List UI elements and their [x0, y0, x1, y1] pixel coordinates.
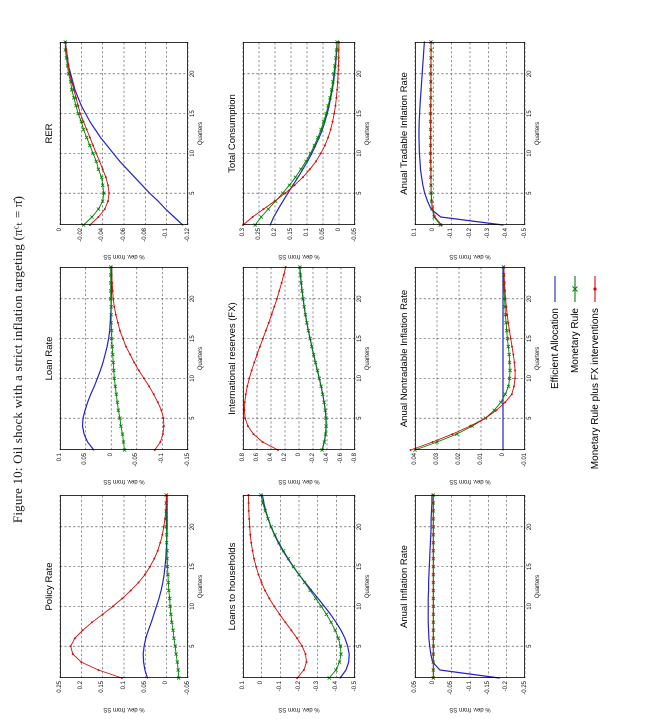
y-tick-label: 0.05 [141, 681, 148, 693]
legend-row-monetary [565, 275, 585, 567]
y-tick-label: 0 [107, 453, 114, 457]
y-tick-label: 0.01 [477, 453, 484, 465]
x-tick-label: 10 [190, 375, 196, 382]
x-tick-label: 20 [357, 70, 363, 78]
series-line-fx [431, 42, 442, 225]
y-tick-label: -0.6 [337, 453, 344, 464]
y-tick-label: -0.8 [351, 453, 358, 464]
legend-sample-fx-line [590, 275, 600, 303]
y-tick-label: -0.4 [332, 681, 339, 692]
subplot-title-1: Loan Rate [44, 336, 55, 381]
x-tick-label: 10 [357, 150, 363, 157]
series-line-efficient [83, 267, 112, 450]
x-tick-label: 15 [527, 563, 533, 570]
y-tick-label: 0.02 [455, 453, 462, 465]
x-tick-label: 15 [357, 110, 363, 117]
y-tick-label: -0.05 [184, 681, 191, 695]
y-tick-label: -0.4 [503, 228, 510, 239]
series-line-fx [411, 267, 515, 450]
plot-canvas-8 [415, 42, 525, 225]
y-tick-label: 0.2 [271, 228, 278, 237]
x-axis-label-1: Quarters [198, 346, 204, 371]
series-line-efficient [428, 495, 499, 678]
x-tick-label: 10 [190, 603, 196, 610]
x-tick-label: 5 [527, 191, 533, 195]
x-axis-label-2: Quarters [198, 121, 204, 146]
x-tick-label: 15 [190, 335, 196, 342]
x-tick-label: 20 [190, 295, 196, 303]
x-tick-label: 15 [190, 110, 196, 117]
plot-canvas-5 [243, 42, 355, 225]
legend-row-efficient [545, 275, 565, 567]
x-tick-label: 15 [357, 563, 363, 570]
y-tick-label: -0.1 [276, 681, 283, 692]
y-tick-label: 0 [295, 453, 302, 457]
plot-canvas-6 [415, 495, 525, 678]
x-tick-label: 10 [527, 150, 533, 157]
y-tick-label: -0.4 [323, 453, 330, 464]
y-tick-label: 0.05 [411, 681, 418, 693]
subplot-title-3: Loans to households [227, 542, 238, 631]
series-line-fx [71, 495, 167, 678]
series-line-fx [112, 267, 164, 450]
y-tick-label: 0.1 [56, 453, 63, 462]
y-tick-label: 0.2 [77, 681, 84, 690]
y-tick-label: -0.1 [163, 228, 170, 239]
y-axis-label-6: % dev. from SS [449, 706, 491, 712]
y-tick-label: 0.2 [281, 453, 288, 462]
y-tick-label: -0.05 [448, 681, 455, 695]
x-axis-label-6: Quarters [535, 574, 541, 599]
legend-sample-monetary-line [570, 275, 580, 303]
plot-canvas-4 [243, 267, 355, 450]
x-tick-label: 20 [190, 70, 196, 78]
y-axis-label-0: % dev. from SS [103, 706, 145, 712]
x-tick-label: 10 [190, 150, 196, 157]
y-tick-label: -0.05 [133, 453, 140, 467]
x-tick-label: 15 [190, 563, 196, 570]
y-tick-label: 0 [429, 228, 436, 232]
y-tick-label: -0.1 [448, 228, 455, 239]
y-tick-label: 0 [499, 453, 506, 457]
efficient-line-sample-icon [550, 275, 560, 303]
y-tick-label: -0.25 [521, 681, 528, 695]
legend [545, 275, 605, 567]
y-tick-label: -0.15 [484, 681, 491, 695]
subplot-title-2: RER [44, 123, 55, 144]
x-tick-label: 15 [527, 110, 533, 117]
subplot-title-0: Policy Rate [44, 562, 55, 611]
y-tick-label: -0.3 [484, 228, 491, 239]
x-tick-label: 20 [190, 523, 196, 531]
subplot-title-8: Anual Tradable Inflation Rate [399, 72, 410, 195]
series-line-monetary [255, 42, 337, 225]
y-tick-label: -0.5 [351, 681, 358, 692]
x-tick-label: 5 [527, 416, 533, 420]
y-tick-label: -0.2 [295, 681, 302, 692]
x-tick-label: 10 [357, 603, 363, 610]
plot-canvas-7 [415, 267, 525, 450]
x-tick-label: 5 [190, 191, 196, 195]
x-tick-label: 5 [527, 644, 533, 648]
plot-canvas-1 [60, 267, 188, 450]
series-line-efficient [270, 42, 337, 225]
y-tick-label: 0.4 [267, 453, 274, 462]
x-axis-label-4: Quarters [365, 346, 371, 371]
y-tick-label: -0.1 [158, 453, 165, 464]
y-tick-label: 0.1 [303, 228, 310, 237]
y-axis-label-4: % dev. from SS [278, 478, 320, 484]
y-tick-label: -0.12 [184, 228, 191, 242]
series-line-monetary [166, 495, 178, 678]
x-axis-label-5: Quarters [365, 121, 371, 146]
y-tick-label: -0.2 [309, 453, 316, 464]
y-tick-label: 0.05 [319, 228, 326, 240]
series-line-monetary [415, 267, 510, 450]
plot-canvas-2 [60, 42, 188, 225]
x-tick-label: 20 [527, 523, 533, 531]
y-tick-label: 0.15 [287, 228, 294, 240]
x-tick-label: 20 [357, 295, 363, 303]
y-tick-label: 0 [258, 681, 265, 685]
legend-label-fx: Monetary Rule plus FX interventions [589, 308, 601, 470]
series-line-monetary [431, 42, 441, 225]
y-tick-label: -0.15 [184, 453, 191, 467]
x-tick-label: 10 [357, 375, 363, 382]
y-tick-label: 0.25 [56, 681, 63, 693]
y-axis-label-1: % dev. from SS [103, 478, 145, 484]
y-tick-label: -0.06 [120, 228, 127, 242]
series-line-fx [248, 495, 306, 678]
y-axis-label-7: % dev. from SS [449, 478, 491, 484]
subplot-title-7: Anual Nontradable Inflation Rate [399, 289, 410, 428]
y-tick-label: -0.04 [99, 228, 106, 242]
x-tick-label: 20 [527, 295, 533, 303]
y-tick-label: 0.1 [239, 681, 246, 690]
plot-canvas-0 [60, 495, 188, 678]
x-tick-label: 15 [527, 335, 533, 342]
monetary-line-sample-icon [570, 275, 580, 303]
subplot-title-4: International reserves (FX) [227, 302, 238, 415]
plot-canvas-3 [243, 495, 355, 678]
x-tick-label: 20 [527, 70, 533, 78]
y-tick-label: -0.3 [314, 681, 321, 692]
y-tick-label: -0.01 [521, 453, 528, 467]
x-tick-label: 5 [190, 416, 196, 420]
figure-title: Figure 10: Oil shock with a strict inflation targeting (πᶜₜ = π̄) [10, 195, 25, 524]
y-tick-label: 0 [163, 681, 170, 685]
x-axis-label-8: Quarters [535, 121, 541, 146]
y-tick-label: 0.1 [120, 681, 127, 690]
x-axis-label-7: Quarters [535, 346, 541, 371]
y-axis-label-2: % dev. from SS [103, 253, 145, 259]
x-tick-label: 20 [357, 523, 363, 531]
y-tick-label: 0.05 [82, 453, 89, 465]
legend-label-monetary: Monetary Rule [569, 308, 581, 374]
y-tick-label: 0 [56, 228, 63, 232]
y-tick-label: 0.03 [433, 453, 440, 465]
y-tick-label: 0.04 [411, 453, 418, 465]
subplot-title-5: Total Consumption [227, 94, 238, 173]
series-line-monetary [261, 495, 341, 678]
y-tick-label: 0.15 [99, 681, 106, 693]
y-axis-label-8: % dev. from SS [449, 253, 491, 259]
series-line-fx [244, 267, 285, 450]
legend-sample-efficient-line [550, 275, 560, 303]
x-tick-label: 5 [190, 644, 196, 648]
x-axis-label-3: Quarters [365, 574, 371, 599]
x-tick-label: 15 [357, 335, 363, 342]
x-axis-label-0: Quarters [198, 574, 204, 599]
series-line-efficient [143, 495, 167, 678]
y-tick-label: -0.02 [77, 228, 84, 242]
y-tick-label: -0.2 [466, 228, 473, 239]
x-tick-label: 10 [527, 603, 533, 610]
y-tick-label: -0.2 [503, 681, 510, 692]
y-tick-label: 0 [429, 681, 436, 685]
y-tick-label: 0.1 [411, 228, 418, 237]
y-tick-label: 0 [335, 228, 342, 232]
y-axis-label-5: % dev. from SS [278, 253, 320, 259]
x-tick-label: 5 [357, 191, 363, 195]
y-tick-label: -0.1 [466, 681, 473, 692]
y-tick-label: 0.3 [239, 228, 246, 237]
legend-row-fx [585, 275, 605, 567]
y-tick-label: -0.08 [141, 228, 148, 242]
x-tick-label: 5 [357, 416, 363, 420]
x-tick-label: 10 [527, 375, 533, 382]
y-tick-label: -0.05 [351, 228, 358, 242]
legend-label-efficient: Efficient Allocation [549, 308, 561, 389]
y-tick-label: 0.25 [255, 228, 262, 240]
y-tick-label: -0.5 [521, 228, 528, 239]
y-tick-label: 0.8 [239, 453, 246, 462]
x-tick-label: 5 [357, 644, 363, 648]
fx-line-sample-icon [590, 275, 600, 303]
subplot-title-6: Anual Inflation Rate [399, 545, 410, 628]
y-axis-label-3: % dev. from SS [278, 706, 320, 712]
y-tick-label: 0.6 [253, 453, 260, 462]
